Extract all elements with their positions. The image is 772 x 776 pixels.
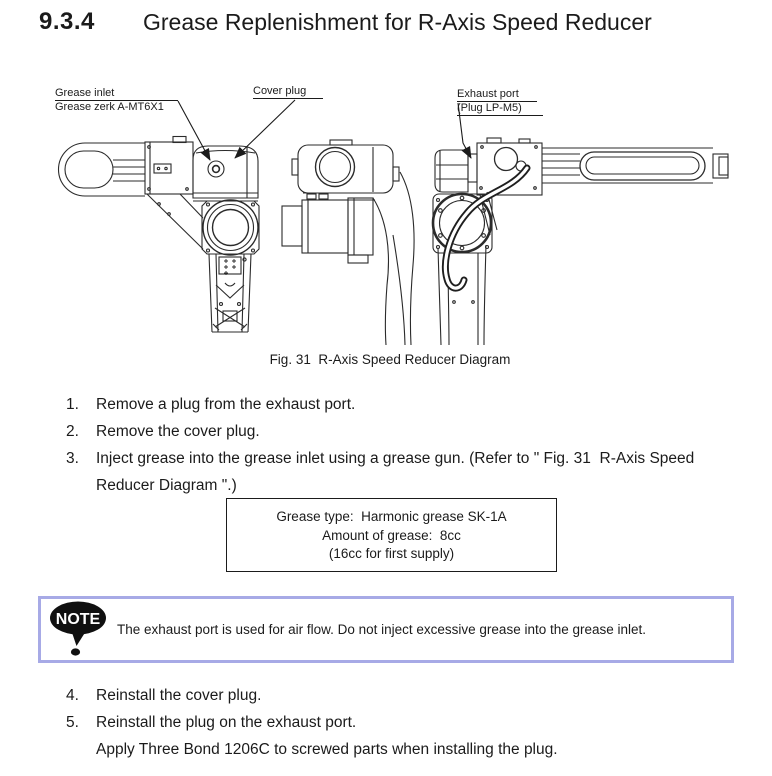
note-bubble-icon (49, 601, 109, 659)
note-box (38, 596, 734, 663)
procedure-steps-1-3 (66, 391, 742, 499)
grease-inlet-label-line1: Grease inlet (55, 87, 178, 101)
grease-amount-line: Amount of grease: 8cc (322, 527, 461, 543)
figure-caption: Fig. 31 R-Axis Speed Reducer Diagram (269, 352, 511, 367)
step-3: 3. Inject grease into the grease inlet using a grease gun. (Refer to " Fig. 31 R-Axis Speed Reducer Diagram ".) (66, 450, 699, 494)
step-2: 2. Remove the cover plug. (66, 423, 260, 440)
page-title: Grease Replenishment for R-Axis Speed Reducer (143, 9, 652, 35)
grease-first-supply-line: (16cc for first supply) (328, 546, 455, 561)
cover-plug-leader (235, 100, 295, 158)
grease-info-box (226, 498, 557, 572)
grease-type-line: Grease type: Harmonic grease SK-1A (276, 509, 507, 524)
grease-inlet-label (55, 87, 178, 114)
section-number: 9.3.4 (39, 8, 95, 35)
middle-view-lineart (282, 140, 414, 345)
procedure-steps-4-5 (66, 682, 742, 763)
cover-plug-label: Cover plug (253, 85, 323, 99)
step-5-extra: Apply Three Bond 1206C to screwed parts when installing the plug. (96, 741, 558, 758)
grease-inlet-leader (178, 101, 210, 160)
step-1: 1. Remove a plug from the exhaust port. (66, 396, 356, 413)
grease-inlet-label-line2: Grease zerk A-MT6X1 (55, 101, 164, 113)
step-4: 4. Reinstall the cover plug. (66, 687, 262, 704)
note-text: The exhaust port is used for air flow. Do not inject excessive grease into the grease inlet. (117, 622, 647, 637)
r-axis-speed-reducer-diagram (35, 80, 745, 345)
left-view-lineart (59, 137, 260, 333)
step-5: 5. Reinstall the plug on the exhaust port. Apply Three Bond 1206C to screwed parts when installing the plug. (66, 709, 742, 763)
right-view-lineart (433, 138, 728, 345)
exhaust-port-label: Exhaust port (Plug LP-M5) (457, 88, 544, 116)
note-badge-text: NOTE (55, 610, 101, 628)
